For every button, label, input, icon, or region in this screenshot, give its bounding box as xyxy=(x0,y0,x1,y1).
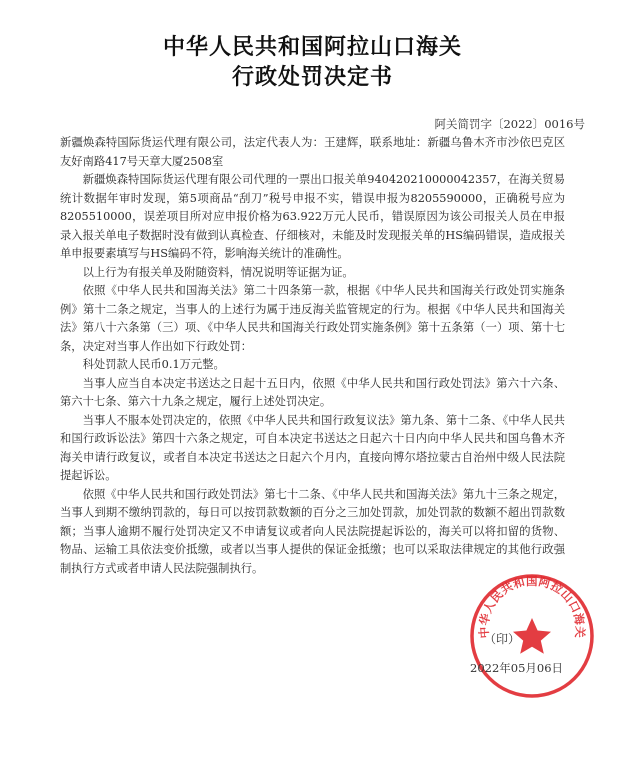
enforcement-paragraph: 依照《中华人民共和国行政处罚法》第七十二条、《中华人民共和国海关法》第九十三条之规定，当事人到期不缴纳罚款的，每日可以按罚款数额的百分之三加处罚款，加处罚款的数额不超出罚款数额；当事人逾期不履行处罚决定又不申请复议或者向人民法院提起诉讼的，海关可以将扣留的货物、物品、运输工具依法变价抵缴，或者以当事人提供的保证金抵缴；也可以采取法律规定的其他行政强制执行方式或者申请人民法院强制执行。 xyxy=(60,487,565,575)
penalty-paragraph: 科处罚款人民币0.1万元整。 xyxy=(82,358,225,371)
party-info-paragraph: 新疆焕森特国际货运代理有限公司，法定代表人为：王建辉，联系地址：新疆乌鲁木齐市沙依巴克区友好南路417号天章大厦2508室 xyxy=(60,136,565,168)
facts-paragraph: 新疆焕森特国际货运代理有限公司代理的一票出口报关单940420210000042357，在海关贸易统计数据年审时发现，第5项商品“刮刀”税号申报不实，错误申报为8205590000，正确税号应为8205510000，误差项目所对应申报价格为63.922万元人民币，错误原因为该公司报关人员在申报录入报关单电子数据时没有做到认真检查、仔细核对，未能及时发现报关单的HS编码错误，造成报关单申报要素填写与HS编码不符，影响海关统计的准确性。 xyxy=(60,173,565,260)
appeal-rights-paragraph: 当事人不服本处罚决定的，依照《中华人民共和国行政复议法》第九条、第十二条、《中华人民共和国行政诉讼法》第四十六条之规定，可自本决定书送达之日起六十日内向中华人民共和国乌鲁木齐海关申请行政复议，或者自本决定书送达之日起六个月内，直接向博尔塔拉蒙古自治州中级人民法院提起诉讼。 xyxy=(60,413,565,482)
document-number: 阿关简罚字〔2022〕0016号 xyxy=(434,117,585,131)
document-body xyxy=(60,134,565,578)
document-subtitle: 行政处罚决定书 xyxy=(231,65,393,90)
svg-text:中华人民共和国阿拉山口海关: 中华人民共和国阿拉山口海关 xyxy=(476,573,588,639)
evidence-paragraph: 以上行为有报关单及附随资料，情况说明等证据为证。 xyxy=(82,265,354,279)
legal-basis-paragraph: 依照《中华人民共和国海关法》第二十四条第一款，根据《中华人民共和国海关行政处罚实施条例》第十二条之规定，当事人的上述行为属于违反海关监管规定的行为。根据《中华人民共和国海关法》第八十六条第（三）项、《中华人民共和国海关行政处罚实施条例》第十五条第（一）项、第十七条，决定对当事人作出如下行政处罚： xyxy=(60,284,565,353)
payment-deadline-paragraph: 当事人应当自本决定书送达之日起十五日内，依照《中华人民共和国行政处罚法》第六十六条、第六十七条、第六十九条之规定，履行上述处罚决定。 xyxy=(60,376,565,408)
stamp-label: （印） xyxy=(484,632,521,646)
document-title: 中华人民共和国阿拉山口海关 xyxy=(162,35,462,60)
document-date: 2022年05月06日 xyxy=(470,661,564,675)
